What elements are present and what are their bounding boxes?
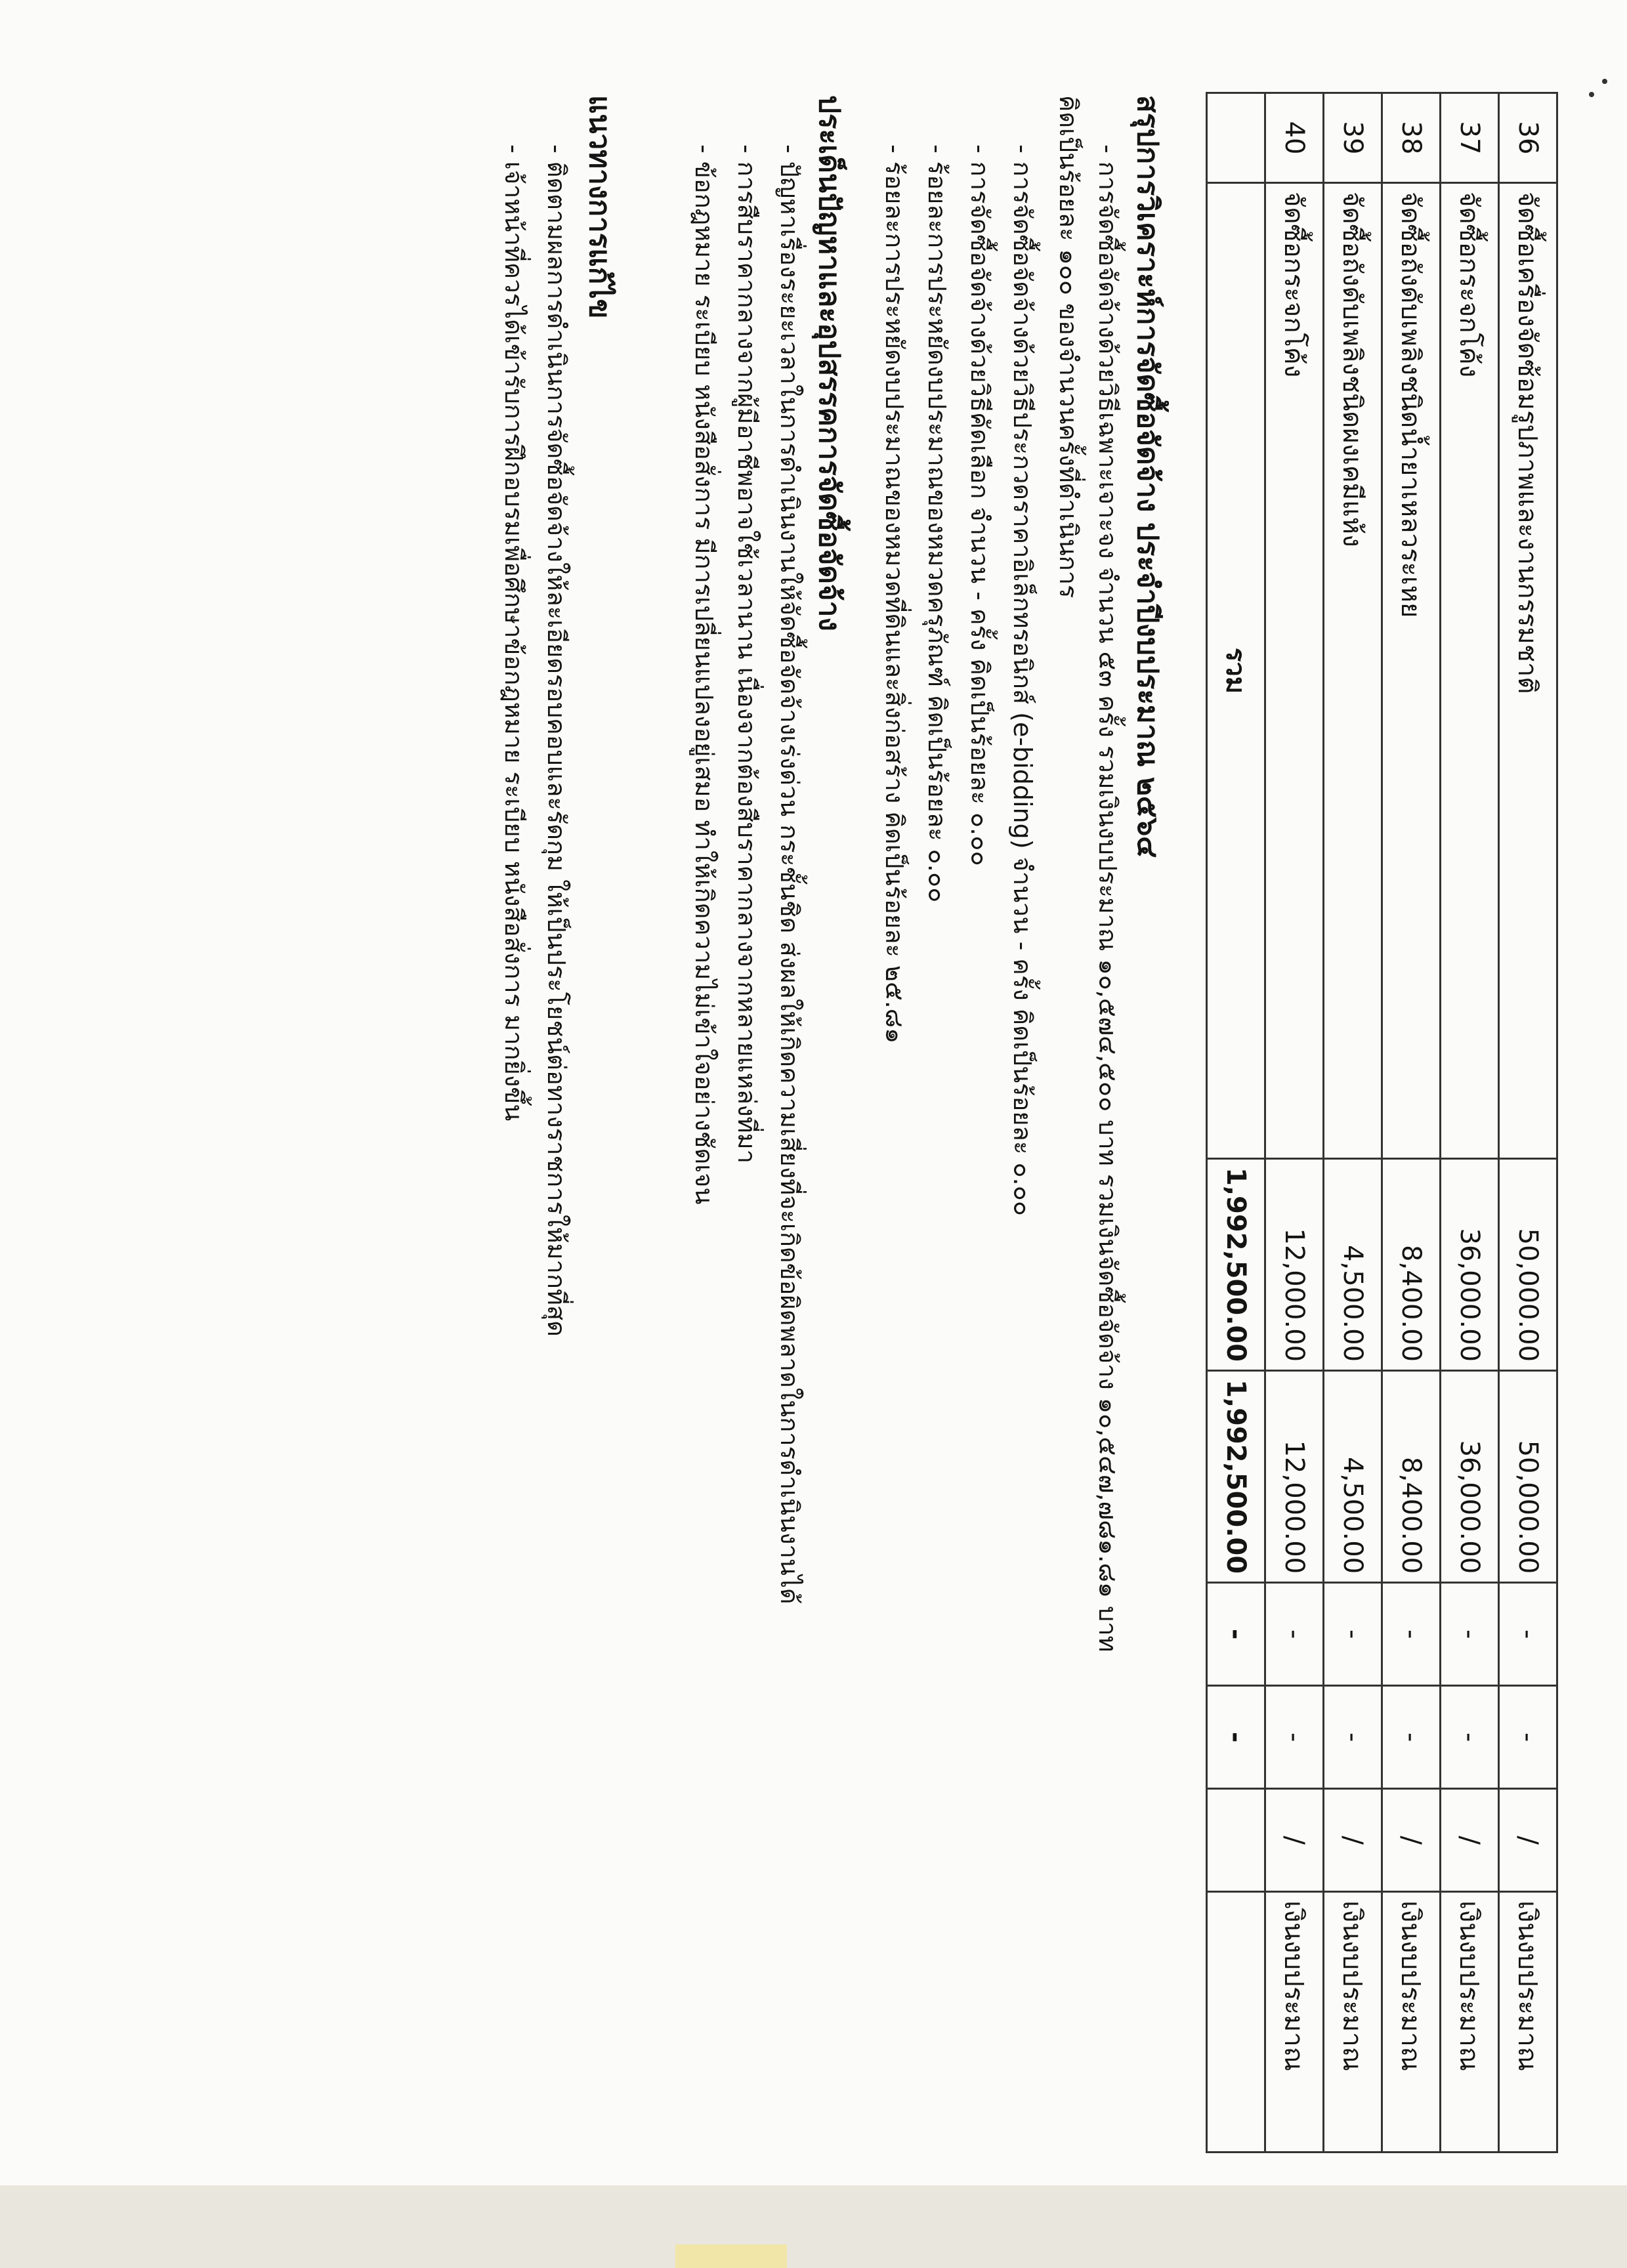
summary-line: - ร้อยละการประหยัดงบประมาณของหมวดครุภัณฑ์ คิดเป็นร้อยละ ๐.๐๐ [923,144,952,903]
solution-heading: แนวทางการแก้ไข [583,95,616,319]
dash-cell: - [1382,1583,1441,1686]
funding-type: เงินงบประมาณ [1265,1892,1324,2152]
summary-line: - ร้อยละการประหยัดงบประมาณของหมวดที่ดินและสิ่งก่อสร้าง คิดเป็นร้อยละ ๒๕.๘๑ [880,144,909,1044]
speck [1589,92,1594,97]
contract-price: 4,500.00 [1324,1371,1382,1583]
table-row [1499,93,1557,2152]
row-number: 39 [1324,93,1382,183]
table-row [1441,93,1499,2152]
dash-cell: - [1441,1686,1499,1789]
dash-cell: - [1382,1686,1441,1789]
funding-type: เงินงบประมาณ [1324,1892,1382,2152]
budget-amount: 4,500.00 [1324,1159,1382,1371]
contract-price: 12,000.00 [1265,1371,1324,1583]
row-number: 40 [1265,93,1324,183]
budget-amount: 12,000.00 [1265,1159,1324,1371]
dash-cell: - [1265,1583,1324,1686]
dash-cell: - [1265,1686,1324,1789]
procurement-table [1206,92,1558,2153]
table-row [1265,93,1324,2152]
summary-line: - การจัดซื้อจัดจ้างด้วยวิธีประกวดราคาอิเล็กทรอนิกส์ (e-bidding) จำนวน - ครั้ง คิดเป็นร้อยละ ๐.๐๐ [1008,144,1037,1216]
budget-amount: 36,000.00 [1441,1159,1499,1371]
summary-line: คิดเป็นร้อยละ ๑๐๐ ของจำนวนครั้งที่ดำเนินการ [1054,95,1083,598]
empty-cell [1207,1789,1265,1892]
dash-cell: - [1499,1583,1557,1686]
dash-cell: - [1207,1583,1265,1686]
item-description: จัดซื้อกระจกโค้ง [1265,183,1324,1159]
dash-cell: - [1499,1686,1557,1789]
row-number: 36 [1499,93,1557,183]
funding-type: เงินงบประมาณ [1382,1892,1441,2152]
budget-amount: 8,400.00 [1382,1159,1441,1371]
page-edge-shadow [0,2185,1627,2268]
item-description: จัดซื้อเครื่องจัดซ้อมรูปภาพและงานกรรมชาติ [1499,183,1557,1159]
table-row [1324,93,1382,2152]
budget-amount: 50,000.00 [1499,1159,1557,1371]
empty-cell [1207,1892,1265,2152]
issues-line: - การสืบราคากลางจากผู้มีอาชีพอาจใช้เวลานาน เนื่องจากต้องสืบราคากลางจากหลายแหล่งที่มา [732,144,761,1164]
total-budget: 1,992,500.00 [1207,1159,1265,1371]
item-description: จัดซื้อกระจกโค้ง [1441,183,1499,1159]
dash-cell: - [1207,1686,1265,1789]
funding-type: เงินงบประมาณ [1499,1892,1557,2152]
funding-type: เงินงบประมาณ [1441,1892,1499,2152]
contract-price: 8,400.00 [1382,1371,1441,1583]
total-label: รวม [1207,183,1265,1159]
issues-line: - ปัญหาเรื่องระยะเวลาในการดำเนินงานให้จัดซื้อจัดจ้างเร่งด่วน กระชั้นชิด ส่งผลให้เกิดความเสี่ยงที่จะเกิดข้อผิดพลาดในการดำเนินงานได้ [775,144,804,1605]
contract-price: 50,000.00 [1499,1371,1557,1583]
check-mark: / [1441,1789,1499,1892]
item-description: จัดซื้อถังดับเพลิงชนิดน้ำยาเหลวระเหย [1382,183,1441,1159]
total-row [1207,93,1265,2152]
summary-line: - การจัดซื้อจัดจ้างด้วยวิธีเฉพาะเจาะจง จำนวน ๕๓ ครั้ง รวมเงินงบประมาณ ๑๐,๕๗๔,๕๐๐ บาท รวมเงินจัดซื้อจัดจ้าง ๑๐,๕๔๗,๗๘๑.๘๑ บาท [1093,144,1122,1652]
summary-line: - การจัดซื้อจัดจ้างด้วยวิธีคัดเลือก จำนวน - ครั้ง คิดเป็นร้อยละ ๐.๐๐ [965,144,994,866]
speck [1602,79,1607,84]
total-spacer [1207,93,1265,183]
solution-line: - ติดตามผลการดำเนินการจัดซื้อจัดจ้างให้ละเอียดรอบคอบและรัดกุม ให้เป็นประโยชน์ต่อทางราชการให้มากที่สุด [542,144,571,1337]
solution-line: - เจ้าหน้าที่ควรได้เข้ารับการฝึกอบรมเพื่อศึกษาข้อกฎหมาย ระเบียบ หนังสือสั่งการ มากยิ่งขึ้น [499,144,528,1122]
item-description: จัดซื้อถังดับเพลิงชนิดผงเคมีแห้ง [1324,183,1382,1159]
total-price: 1,992,500.00 [1207,1371,1265,1583]
dash-cell: - [1324,1583,1382,1686]
summary-heading: สรุปการวิเคราะห์การจัดซื้อจัดจ้าง ประจำปีงบประมาณ ๒๕๖๔ [1131,95,1164,858]
row-number: 38 [1382,93,1441,183]
check-mark: / [1382,1789,1441,1892]
dash-cell: - [1441,1583,1499,1686]
table-row [1382,93,1441,2152]
issues-line: - ข้อกฎหมาย ระเบียบ หนังสือสั่งการ มีการเปลี่ยนแปลงอยู่เสมอ ทำให้เกิดความไม่เข้าใจอย่างชัดเจน [690,144,719,1205]
check-mark: / [1265,1789,1324,1892]
contract-price: 36,000.00 [1441,1371,1499,1583]
row-number: 37 [1441,93,1499,183]
check-mark: / [1499,1789,1557,1892]
yellow-tab-marker [675,2244,787,2268]
dash-cell: - [1324,1686,1382,1789]
issues-heading: ประเด็นปัญหาและอุปสรรคการจัดซื้อจัดจ้าง [813,95,846,631]
check-mark: / [1324,1789,1382,1892]
